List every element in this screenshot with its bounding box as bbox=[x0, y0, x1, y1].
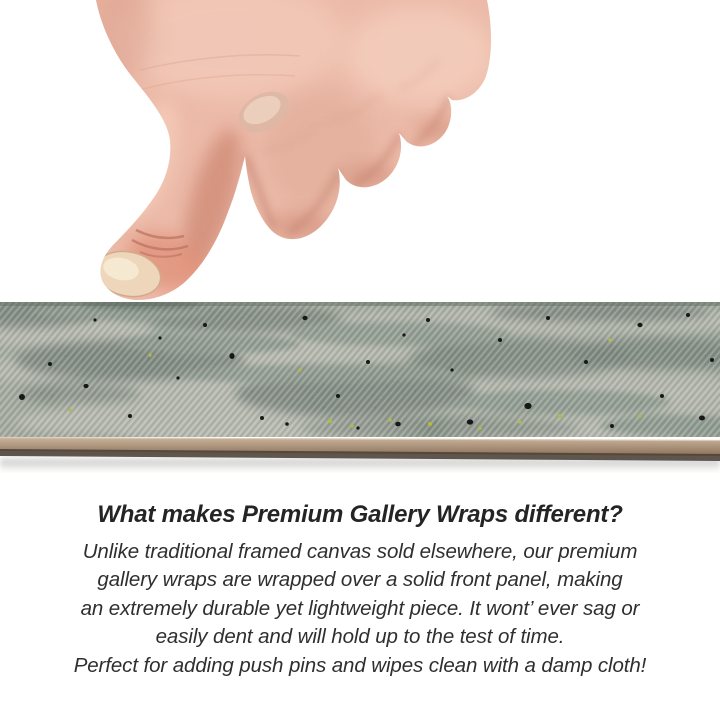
caption-block bbox=[0, 499, 720, 680]
caption-line-2: gallery wraps are wrapped over a solid front panel, making bbox=[97, 568, 623, 592]
hand-photo bbox=[0, 0, 720, 302]
painted-canvas-face bbox=[0, 299, 720, 444]
canvas-strip-photo bbox=[0, 298, 720, 473]
caption-heading: What makes Premium Gallery Wraps different? bbox=[97, 501, 623, 528]
caption-line-5: Perfect for adding push pins and wipes clean with a damp cloth! bbox=[73, 653, 647, 677]
caption-line-3: an extremely durable yet lightweight piece. It wont’ ever sag or bbox=[80, 596, 640, 620]
caption-line-1: Unlike traditional framed canvas sold elsewhere, our premium bbox=[82, 540, 638, 563]
hand-pressing-thumb-image bbox=[0, 0, 720, 302]
caption-line-4: easily dent and will hold up to the test of time. bbox=[155, 625, 565, 649]
strip-cast-shadow bbox=[0, 459, 720, 472]
gallery-wrap-edge-image bbox=[0, 298, 720, 473]
